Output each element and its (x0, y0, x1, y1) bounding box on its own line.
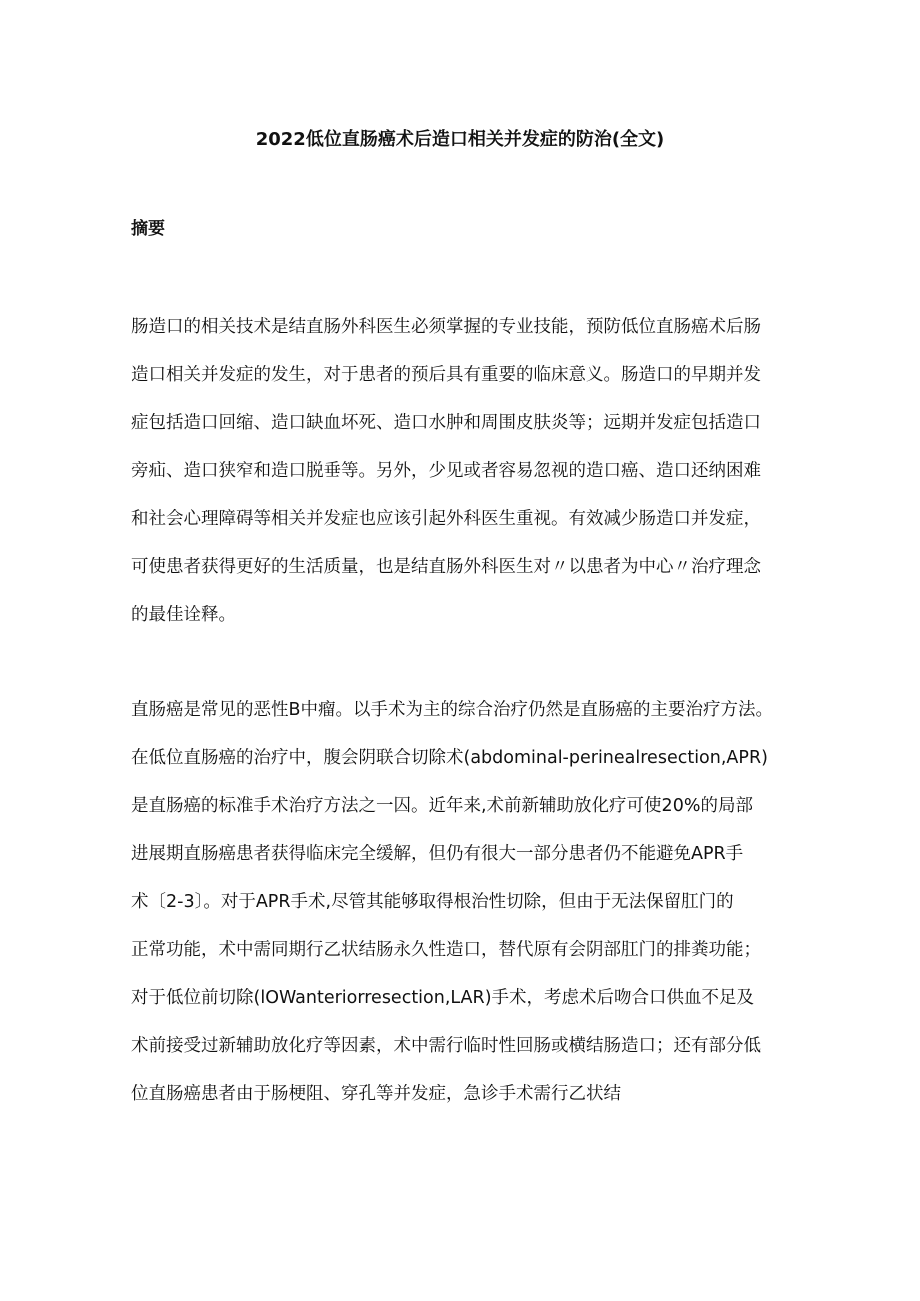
paragraph-line: 术前接受过新辅助放化疗等因素，术中需行临时性回肠或横结肠造口；还有部分低 (131, 1036, 761, 1056)
paragraph-line: 直肠癌是常见的恶性B中瘤。以手术为主的综合治疗仍然是直肠癌的主要治疗方法。 (131, 700, 774, 720)
paragraph-line: 旁疝、造口狭窄和造口脱垂等。另外，少见或者容易忽视的造口癌、造口还纳困难 (131, 461, 761, 481)
paragraph-line: 和社会心理障碍等相关并发症也应该引起外科医生重视。有效减少肠造口并发症， (131, 509, 761, 529)
paragraph-line: 位直肠癌患者由于肠梗阻、穿孔等并发症，急诊手术需行乙状结 (131, 1084, 621, 1104)
paragraph-line: 是直肠癌的标准手术治疗方法之一囚。近年来,术前新辅助放化疗可使20%的局部 (131, 796, 753, 816)
paragraph-line: 在低位直肠癌的治疗中，腹会阴联合切除术(abdominal-perinealresection,APR) (131, 748, 768, 768)
paragraph-line: 造口相关并发症的发生，对于患者的预后具有重要的临床意义。肠造口的早期并发 (131, 365, 761, 385)
paragraph-line: 术〔2-3〕。对于APR手术,尽管其能够取得根治性切除，但由于无法保留肛门的 (131, 892, 734, 912)
paragraph-line: 的最佳诠释。 (131, 605, 236, 625)
abstract-paragraph (131, 312, 811, 648)
paragraph-line: 可使患者获得更好的生活质量，也是结直肠外科医生对〃以患者为中心〃治疗理念 (131, 557, 761, 577)
paragraph-line: 进展期直肠癌患者获得临床完全缓解，但仍有很大一部分患者仍不能避免APR手 (131, 844, 744, 864)
paragraph-line: 正常功能，术中需同期行乙状结肠永久性造口，替代原有会阴部肛门的排粪功能； (131, 940, 761, 960)
paragraph-line: 症包括造口回缩、造口缺血坏死、造口水肿和周围皮肤炎等；远期并发症包括造口 (131, 413, 761, 433)
paragraph-line: 肠造口的相关技术是结直肠外科医生必须掌握的专业技能，预防低位直肠癌术后肠 (131, 317, 761, 337)
document-title: 2022低位直肠癌术后造口相关并发症的防治(全文) (255, 129, 665, 150)
body-paragraph (131, 695, 811, 1127)
abstract-heading: 摘要 (131, 219, 165, 239)
paragraph-line: 对于低位前切除(lOWanteriorresection,LAR)手术，考虑术后吻合口供血不足及 (131, 988, 755, 1008)
